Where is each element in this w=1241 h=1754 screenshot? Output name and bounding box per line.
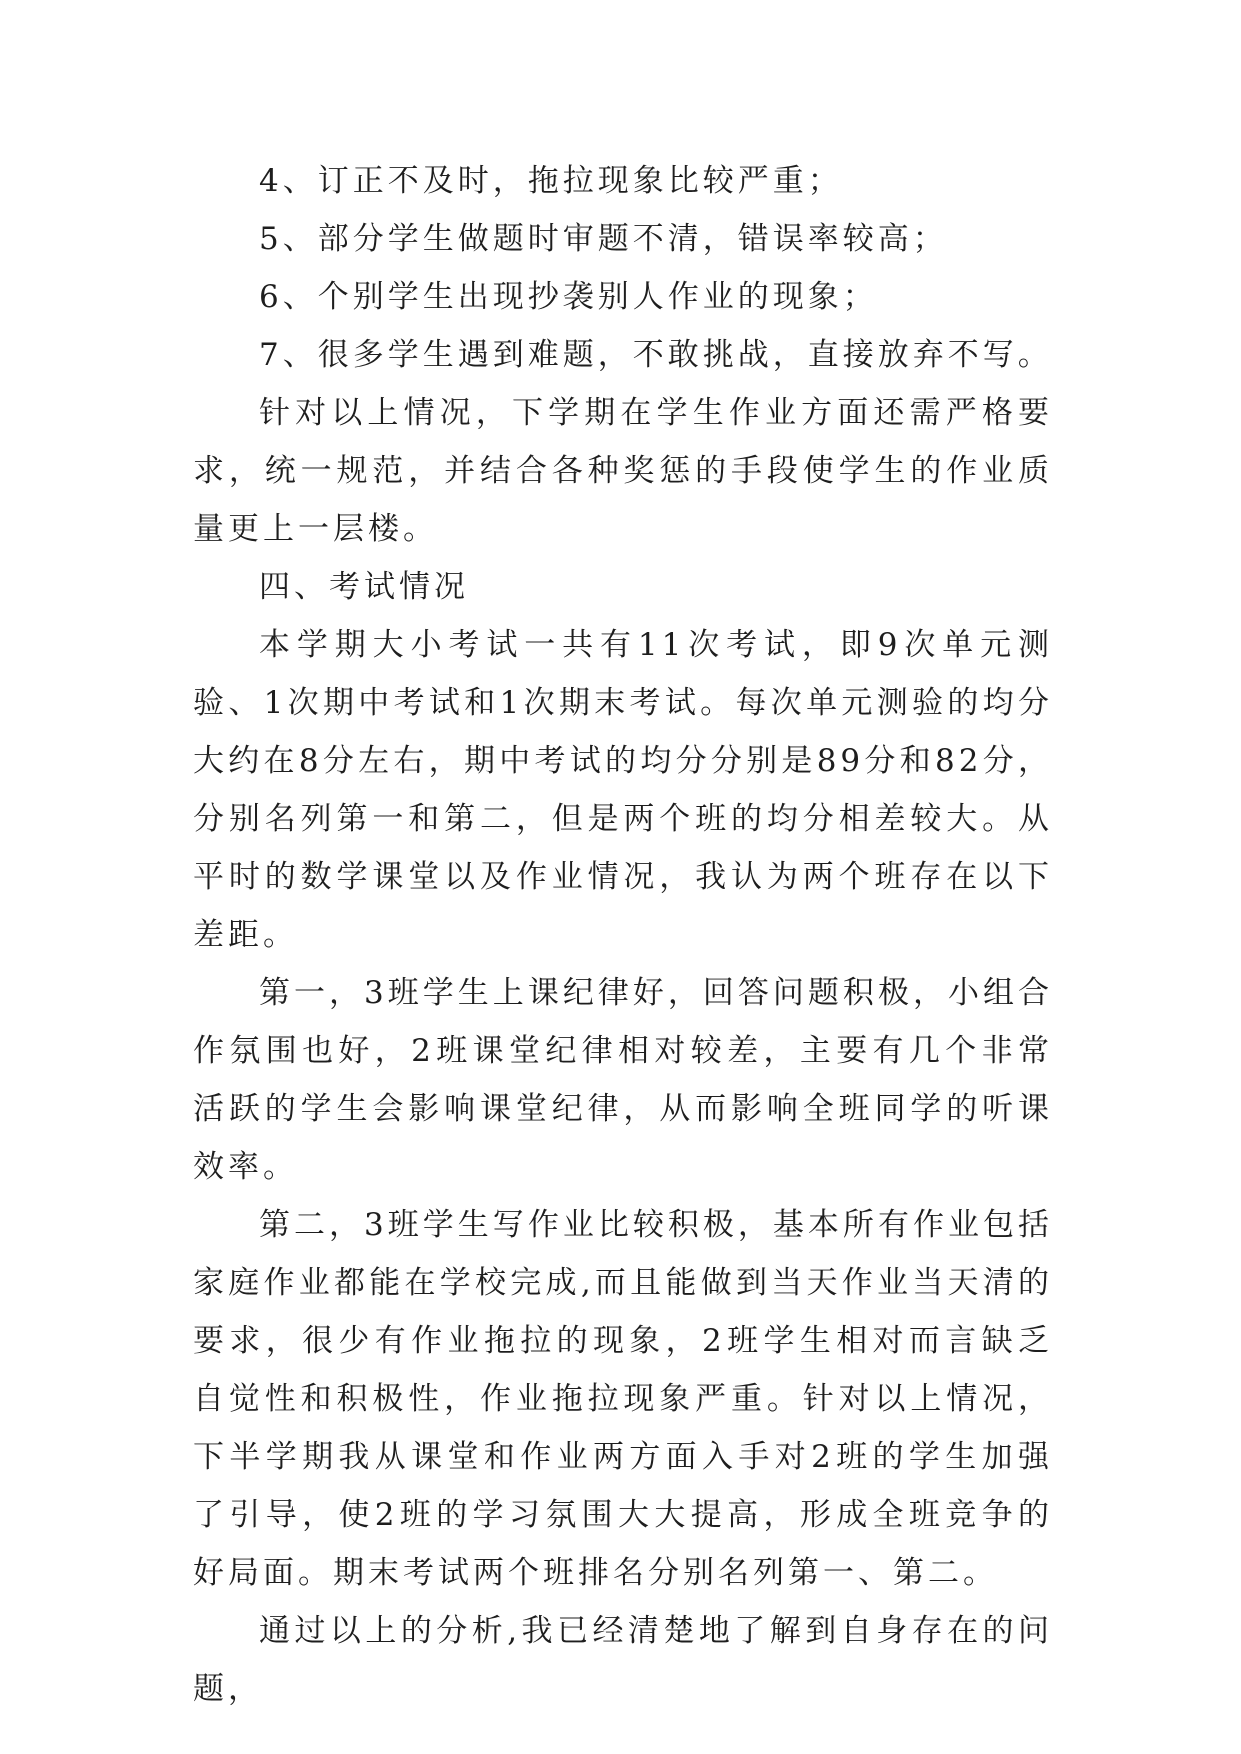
list-item-4: 4、订正不及时，拖拉现象比较严重； bbox=[259, 163, 843, 199]
document-body bbox=[193, 152, 1053, 1718]
section-heading-exams: 四、考试情况 bbox=[259, 569, 469, 605]
homework-summary-paragraph: 针对以上情况，下学期在学生作业方面还需严格要求，统一规范，并结合各种奖惩的手段使学生的作业质量更上一层楼。 bbox=[193, 395, 1053, 547]
exam-overview-paragraph: 本学期大小考试一共有11次考试，即9次单元测验、1次期中考试和1次期末考试。每次单元测验的均分大约在8分左右，期中考试的均分分别是89分和82分，分别名列第一和第二，但是两个班的均分相差较大。从平时的数学课堂以及作业情况，我认为两个班存在以下差距。 bbox=[193, 627, 1053, 953]
list-item-5: 5、部分学生做题时审题不清，错误率较高； bbox=[259, 221, 948, 257]
gap-first-paragraph: 第一，3班学生上课纪律好，回答问题积极，小组合作氛围也好，2班课堂纪律相对较差，主要有几个非常活跃的学生会影响课堂纪律，从而影响全班同学的听课效率。 bbox=[193, 975, 1053, 1185]
list-item-6: 6、个别学生出现抄袭别人作业的现象； bbox=[259, 279, 878, 315]
list-item-7: 7、很多学生遇到难题，不敢挑战，直接放弃不写。 bbox=[259, 337, 1053, 373]
analysis-conclusion-paragraph: 通过以上的分析,我已经清楚地了解到自身存在的问题， bbox=[193, 1613, 1053, 1707]
gap-second-paragraph: 第二，3班学生写作业比较积极，基本所有作业包括家庭作业都能在学校完成,而且能做到当天作业当天清的要求，很少有作业拖拉的现象，2班学生相对而言缺乏自觉性和积极性，作业拖拉现象严重。针对以上情况，下半学期我从课堂和作业两方面入手对2班的学生加强了引导，使2班的学习氛围大大提高，形成全班竞争的好局面。期末考试两个班排名分别名列第一、第二。 bbox=[193, 1207, 1053, 1591]
